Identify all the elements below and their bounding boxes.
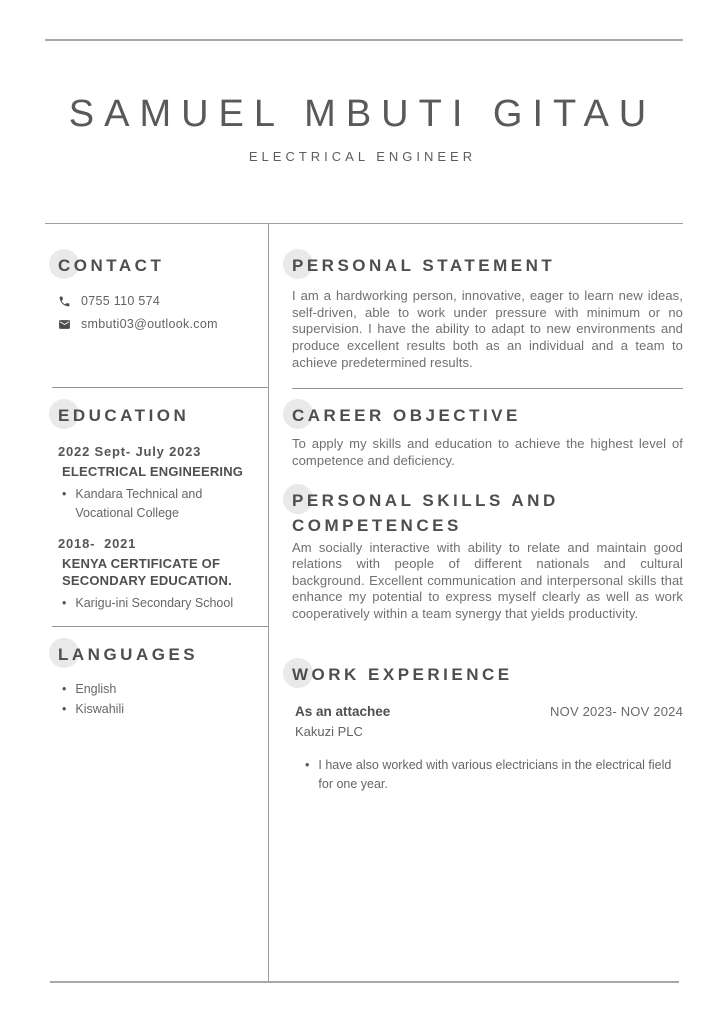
languages-list — [58, 680, 268, 719]
contact-heading: CONTACT — [58, 254, 268, 278]
email-address: smbuti03@outlook.com — [81, 317, 218, 332]
job-title: As an attachee — [295, 703, 391, 719]
education-section — [58, 404, 268, 613]
education-heading: EDUCATION — [58, 404, 268, 428]
resume-header — [0, 0, 725, 164]
personal-skills-section — [292, 489, 683, 537]
work-experience-entry — [292, 704, 683, 795]
left-divider-1 — [52, 387, 268, 388]
person-role: ELECTRICAL ENGINEER — [248, 149, 477, 164]
education-detail-list — [58, 594, 268, 613]
education-dates: 2018- 2021 — [58, 536, 137, 552]
left-column — [45, 224, 269, 981]
contact-rows — [58, 294, 268, 331]
career-objective-section — [292, 404, 683, 469]
career-objective-text: To apply my skills and education to achieve the highest level of competence and deficiency. — [292, 436, 683, 468]
email-icon — [58, 318, 71, 331]
education-entry — [58, 535, 268, 613]
job-company: Kakuzi PLC — [295, 723, 363, 739]
work-experience-title-row — [295, 704, 683, 719]
education-entry — [58, 443, 268, 522]
right-divider — [292, 388, 683, 389]
list-item: • Kandara Technical and Vocational College — [62, 485, 260, 523]
work-experience-heading: WORK EXPERIENCE — [292, 663, 683, 687]
personal-skills-text: Am socially interactive with ability to relate and maintain good relations with people of different nationals and cultural background. Excellent communication and interpersonal skills that enhance my potential to express myself clearly as well as work cooperatively within a team synergy that yields productivity. — [292, 539, 683, 622]
list-item: • Kiswahili — [62, 700, 260, 719]
education-program: ELECTRICAL ENGINEERING — [62, 463, 244, 479]
languages-heading: LANGUAGES — [58, 643, 268, 667]
work-experience-section — [292, 663, 683, 795]
resume-body — [45, 224, 683, 981]
contact-phone-row — [58, 294, 268, 308]
left-divider-2 — [52, 626, 268, 627]
languages-section — [58, 643, 268, 719]
personal-statement-text: I am a hardworking person, innovative, eager to learn new ideas, self-driven, able to work under pressure with minimum or no supervision. I have the ability to adapt to new environments and produce excellent results both as an individual and a team to achieve predetermined results. — [292, 288, 683, 370]
list-item: • English — [62, 680, 260, 699]
personal-statement-section — [292, 254, 683, 371]
bottom-rule — [50, 981, 679, 983]
education-program: KENYA CERTIFICATE OF SECONDARY EDUCATION. — [62, 556, 232, 589]
list-item: • Karigu-ini Secondary School — [62, 594, 260, 613]
personal-skills-heading: PERSONAL SKILLS AND COMPETENCES — [292, 489, 623, 537]
career-objective-heading: CAREER OBJECTIVE — [292, 404, 683, 428]
education-dates: 2022 Sept- July 2023 — [58, 444, 202, 460]
phone-number: 0755 110 574 — [81, 294, 161, 309]
education-detail-list — [58, 485, 268, 523]
contact-section — [58, 254, 268, 331]
list-item: • I have also worked with various electricians in the electrical field for one year. — [305, 756, 675, 795]
contact-email-row — [58, 317, 268, 331]
job-dates: NOV 2023- NOV 2024 — [550, 703, 683, 719]
job-detail-list — [295, 756, 683, 795]
phone-icon — [58, 295, 71, 308]
personal-statement-heading: PERSONAL STATEMENT — [292, 254, 683, 278]
right-column — [269, 224, 683, 981]
person-name: SAMUEL MBUTI GITAU — [68, 93, 657, 135]
